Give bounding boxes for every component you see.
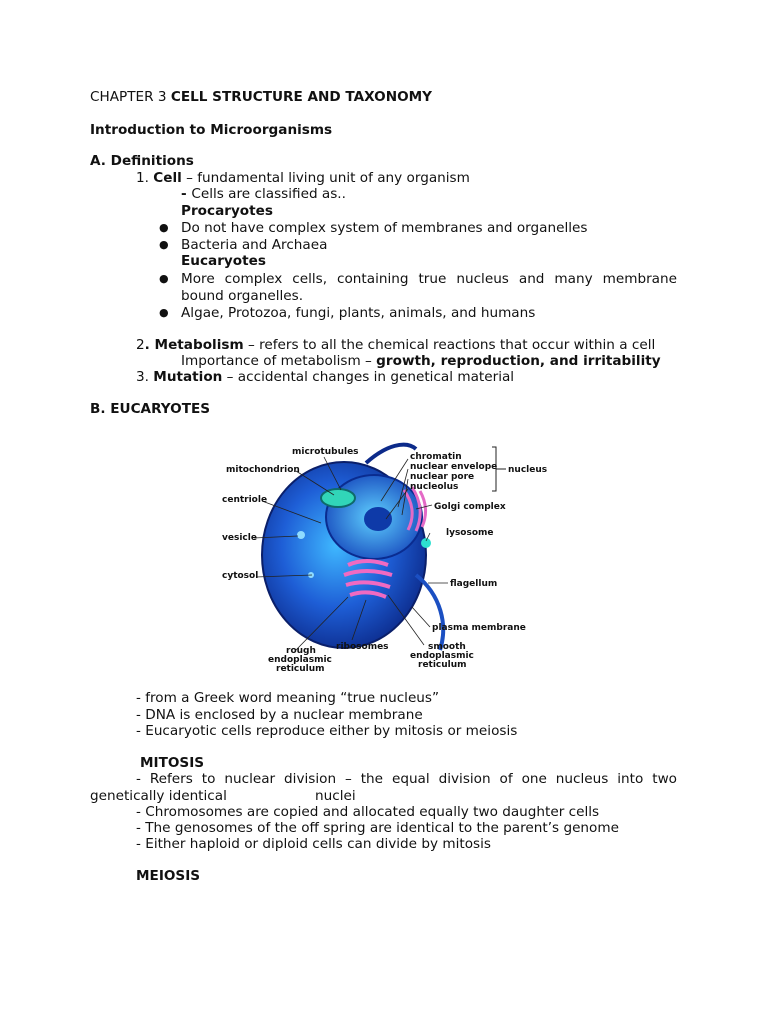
metabolism-number: 2 bbox=[136, 337, 145, 353]
classified-line bbox=[181, 186, 346, 202]
definition-metabolism bbox=[136, 337, 655, 353]
procaryotes-bullet-1: Do not have complex system of membranes and organelles bbox=[181, 220, 588, 236]
mitosis-line-2b: nuclei bbox=[315, 788, 356, 804]
label-flagellum: flagellum bbox=[450, 579, 498, 589]
mitosis-line-1-word: into bbox=[617, 771, 644, 787]
importance-prefix: Importance of metabolism – bbox=[181, 353, 377, 369]
eucaryotes-heading: Eucaryotes bbox=[181, 253, 266, 269]
mitosis-point-3: - Either haploid or diploid cells can divide by mitosis bbox=[136, 836, 491, 852]
mitosis-line-1-word: division bbox=[284, 771, 337, 787]
label-smooth-er-1: smooth bbox=[428, 642, 466, 652]
eucaryotes-bullet-1-word: and bbox=[518, 271, 545, 287]
eucaryotes-note-2: - DNA is enclosed by a nuclear membrane bbox=[136, 707, 423, 723]
intro-heading: Introduction to Microorganisms bbox=[90, 122, 333, 138]
cell-definition: – fundamental living unit of any organism bbox=[181, 170, 470, 186]
label-nuclear-pore: nuclear pore bbox=[410, 472, 475, 482]
mitosis-line-1-word: nucleus bbox=[555, 771, 609, 787]
mitosis-line-1 bbox=[136, 771, 677, 787]
eucaryotes-bullet-1-word: true bbox=[418, 271, 447, 287]
eucaryotes-bullet-1-word: More bbox=[181, 271, 215, 287]
label-rough-er-3: reticulum bbox=[276, 664, 325, 674]
mutation-number: 3. bbox=[136, 369, 154, 385]
eucaryotes-bullet-1-line-2: bound organelles. bbox=[181, 288, 304, 304]
mitosis-line-1-word: the bbox=[360, 771, 384, 787]
mitosis-line-1-word: Refers bbox=[149, 771, 193, 787]
eucaryotes-bullet-1-word: containing bbox=[337, 271, 409, 287]
importance-line bbox=[181, 353, 661, 369]
mitosis-line-1-word: - bbox=[136, 771, 141, 787]
label-centriole: centriole bbox=[222, 495, 268, 505]
section-b-heading: B. EUCARYOTES bbox=[90, 401, 211, 417]
eucaryotes-bullet-2: Algae, Protozoa, fungi, plants, animals, and humans bbox=[181, 305, 536, 321]
label-nucleus: nucleus bbox=[508, 465, 548, 475]
mutation-definition: – accidental changes in genetical material bbox=[222, 369, 515, 385]
metabolism-term: . Metabolism bbox=[144, 337, 244, 353]
section-a-heading: A. Definitions bbox=[90, 153, 194, 169]
eukaryotic-cell-diagram bbox=[216, 435, 548, 680]
eucaryotes-bullet-1-word: membrane bbox=[602, 271, 677, 287]
meiosis-heading: MEIOSIS bbox=[136, 868, 201, 884]
label-ribosomes: ribosomes bbox=[336, 642, 389, 652]
mitosis-line-2a: genetically identical bbox=[90, 788, 227, 804]
label-cytosol: cytosol bbox=[222, 571, 259, 581]
mitosis-line-1-word: two bbox=[652, 771, 677, 787]
procaryotes-bullet-2: Bacteria and Archaea bbox=[181, 237, 328, 253]
bullet-icon: ● bbox=[159, 238, 169, 251]
label-smooth-er-3: reticulum bbox=[418, 660, 467, 670]
label-smooth-er-2: endoplasmic bbox=[410, 651, 474, 661]
eucaryotes-note-3: - Eucaryotic cells reproduce either by mitosis or meiosis bbox=[136, 723, 518, 739]
mitosis-line-1-word: equal bbox=[391, 771, 430, 787]
mitosis-line-1-word: nuclear bbox=[224, 771, 276, 787]
mitosis-heading: MITOSIS bbox=[140, 755, 205, 771]
cell-term: Cell bbox=[153, 170, 182, 186]
classified-dash: - bbox=[181, 186, 192, 202]
metabolism-definition: – refers to all the chemical reactions that occur within a cell bbox=[243, 337, 656, 353]
vesicle-shape bbox=[297, 531, 305, 539]
mitosis-line-1-word: of bbox=[499, 771, 513, 787]
bullet-icon: ● bbox=[159, 221, 169, 234]
label-lysosome: lysosome bbox=[446, 528, 494, 538]
label-golgi-complex: Golgi complex bbox=[434, 502, 506, 512]
eucaryotes-bullet-1-line-1 bbox=[181, 271, 677, 287]
eucaryotes-bullet-1-word: complex bbox=[224, 271, 283, 287]
label-plasma-membrane: plasma membrane bbox=[432, 623, 526, 633]
label-nuclear-envelope: nuclear envelope bbox=[410, 462, 498, 472]
chapter-prefix: CHAPTER 3 bbox=[90, 89, 171, 105]
eucaryotes-bullet-1-word: many bbox=[554, 271, 593, 287]
mitosis-line-1-word: division bbox=[438, 771, 491, 787]
label-microtubules: microtubules bbox=[292, 447, 359, 457]
mutation-term: Mutation bbox=[153, 369, 223, 385]
eucaryotes-bullet-1-word: cells, bbox=[292, 271, 328, 287]
cell-edge-curl bbox=[366, 445, 416, 463]
label-vesicle: vesicle bbox=[222, 533, 257, 543]
chapter-heading bbox=[90, 89, 432, 105]
label-chromatin: chromatin bbox=[410, 452, 462, 462]
label-rough-er-1: rough bbox=[286, 646, 316, 656]
procaryotes-heading: Procaryotes bbox=[181, 203, 273, 219]
classified-text: Cells are classified as.. bbox=[191, 186, 346, 202]
mitosis-point-2: - The genosomes of the off spring are identical to the parent’s genome bbox=[136, 820, 619, 836]
lysosome-shape bbox=[421, 538, 431, 548]
mitochondrion-shape bbox=[321, 489, 355, 507]
eucaryotes-note-1: - from a Greek word meaning “true nucleus” bbox=[136, 690, 440, 706]
label-nucleolus: nucleolus bbox=[410, 482, 459, 492]
cell-number: 1. bbox=[136, 170, 154, 186]
chapter-title: CELL STRUCTURE AND TAXONOMY bbox=[170, 89, 433, 105]
label-rough-er-2: endoplasmic bbox=[268, 655, 332, 665]
eucaryotes-bullet-1-word: nucleus bbox=[456, 271, 509, 287]
importance-bold: growth, reproduction, and irritability bbox=[376, 353, 661, 369]
mitosis-line-1-word: – bbox=[345, 771, 352, 787]
nucleolus-shape bbox=[364, 507, 392, 531]
mitosis-line-1-word: one bbox=[521, 771, 547, 787]
label-mitochondrion: mitochondrion bbox=[226, 465, 300, 475]
bullet-icon: ● bbox=[159, 272, 169, 285]
bullet-icon: ● bbox=[159, 306, 169, 319]
mitosis-line-1-word: to bbox=[201, 771, 216, 787]
mitosis-point-1: - Chromosomes are copied and allocated equally two daughter cells bbox=[136, 804, 600, 820]
definition-cell bbox=[136, 170, 470, 186]
definition-mutation bbox=[136, 369, 514, 385]
